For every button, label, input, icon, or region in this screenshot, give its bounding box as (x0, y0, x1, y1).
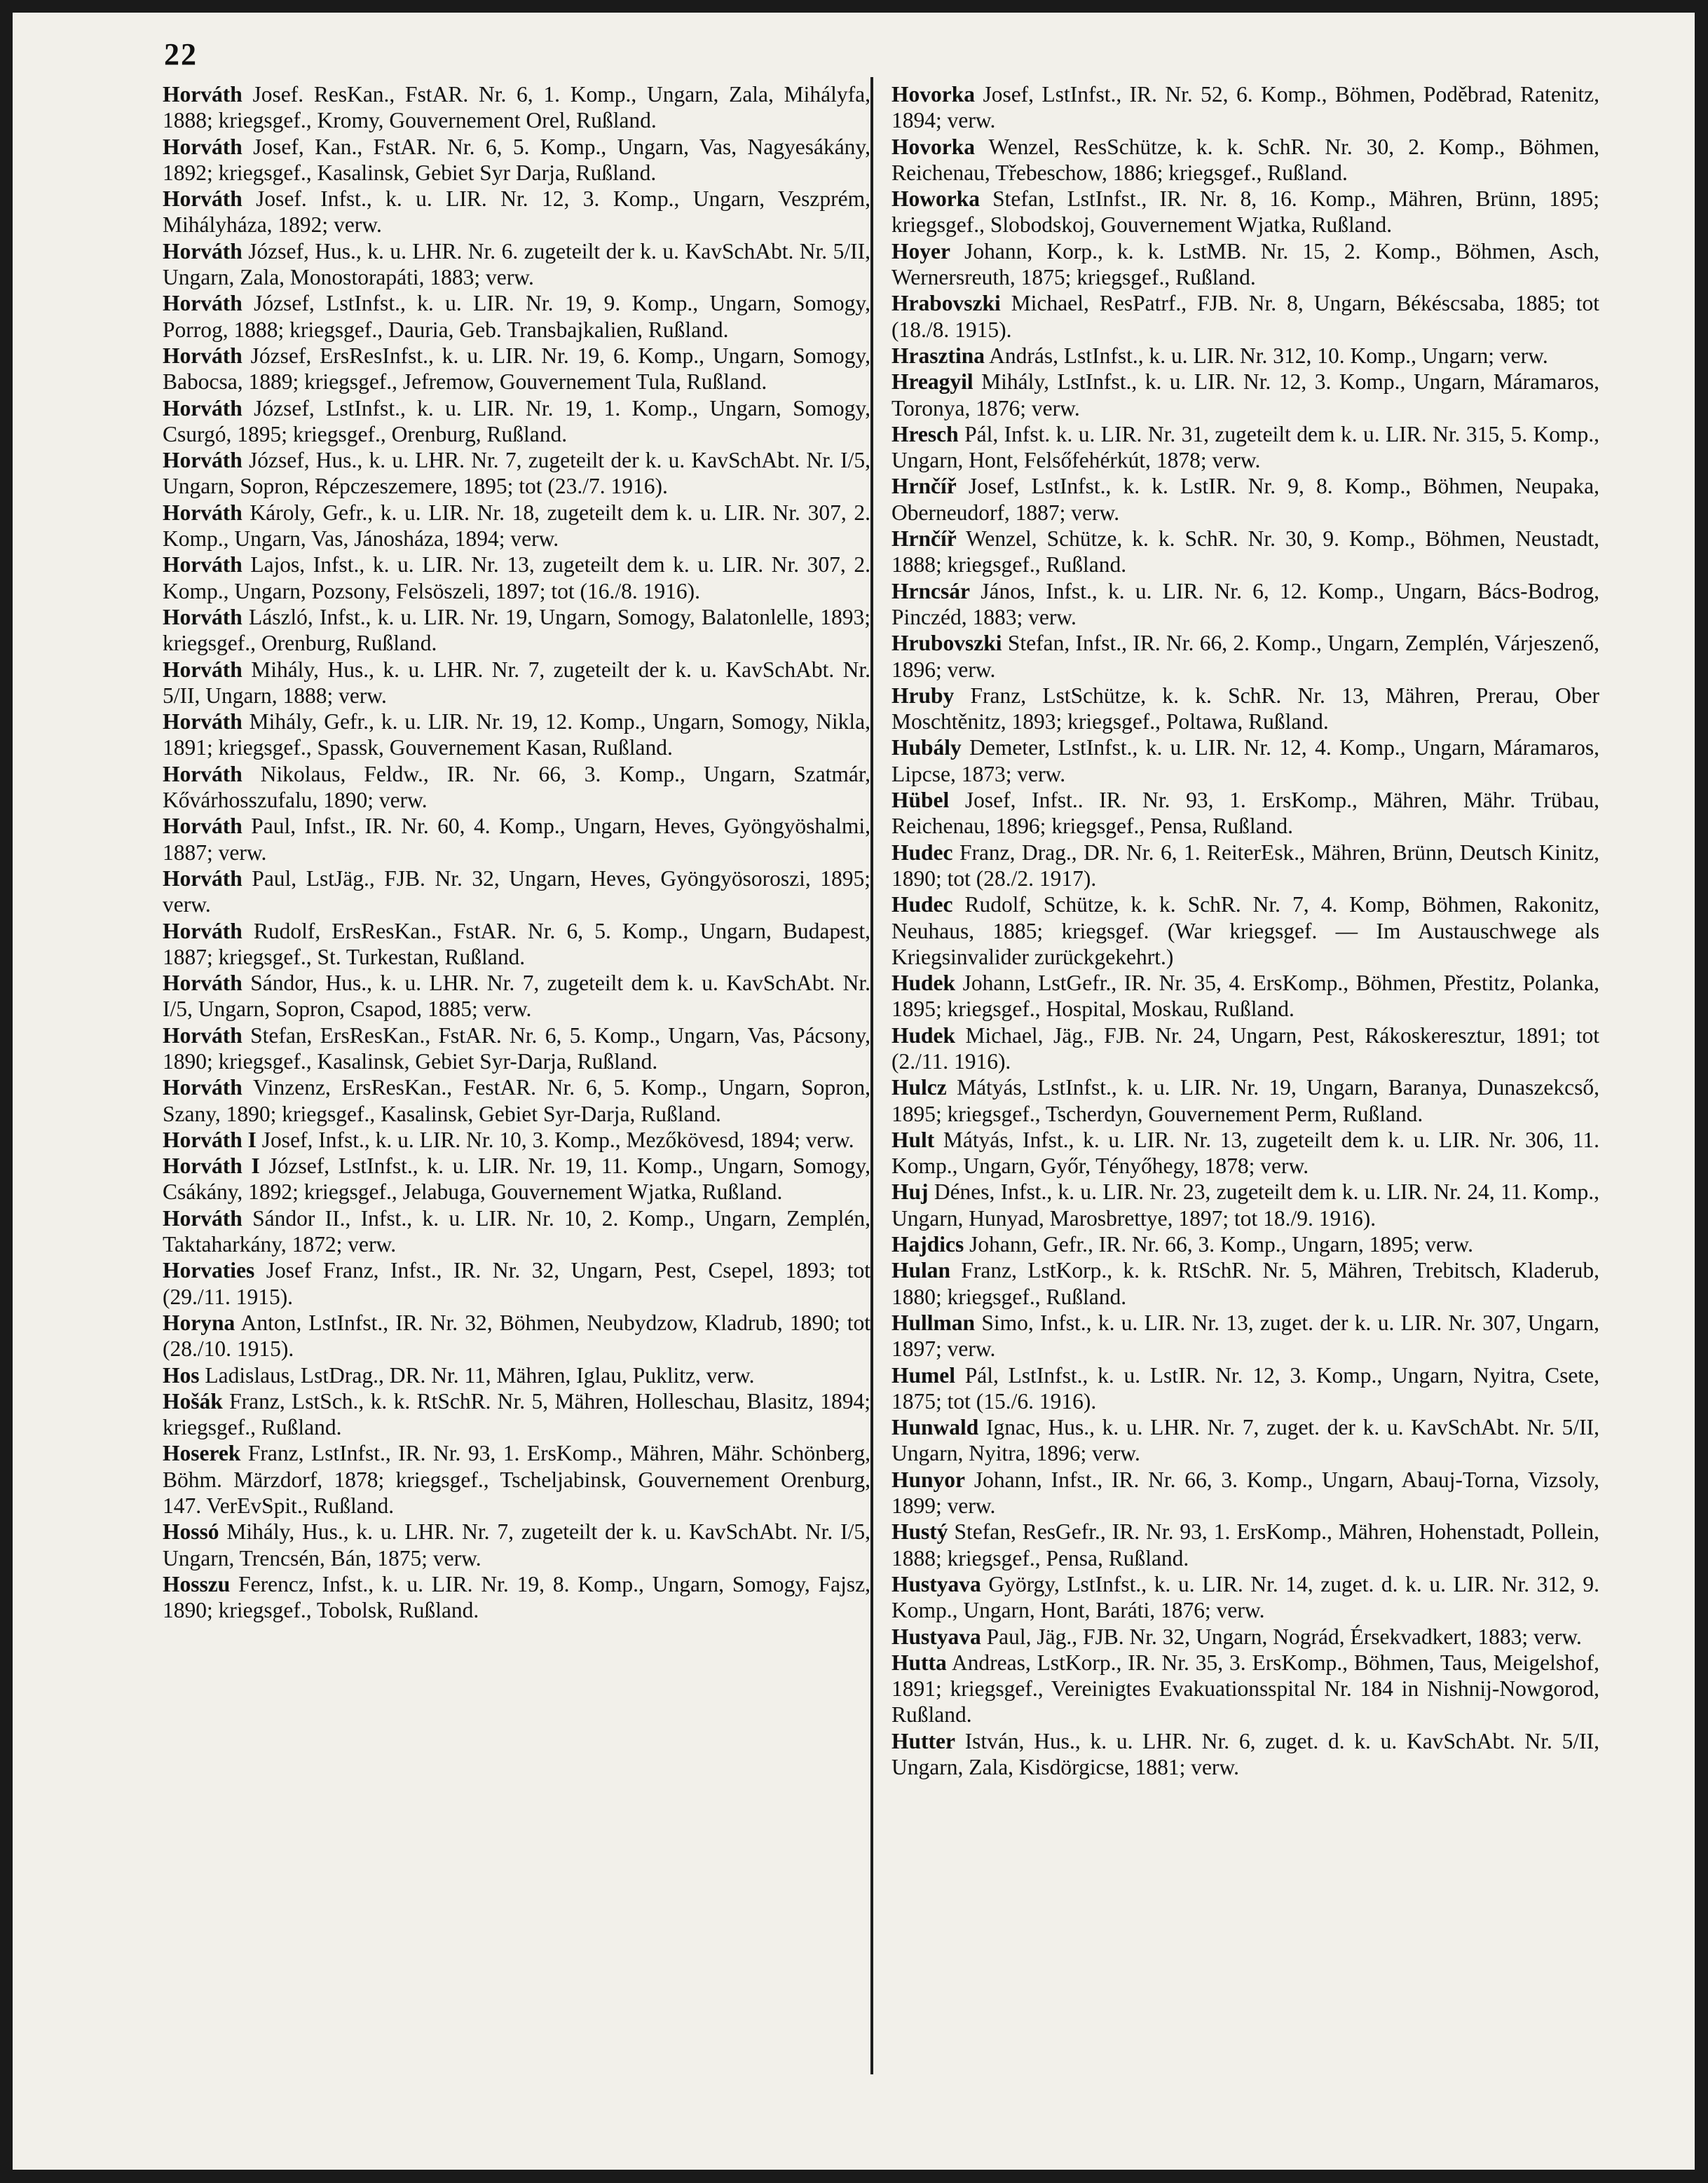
entry-details: Rudolf, Schütze, k. k. SchR. Nr. 7, 4. Komp, Böhmen, Rakonitz, Neuhaus, 1885; kriegsgef. (War kriegsgef. — Im Austauschwege als Kriegsinvalider zurückgekehrt.) (891, 892, 1599, 969)
register-entry (891, 186, 1599, 238)
register-entry (891, 473, 1599, 526)
entry-surname: Hunyor (891, 1467, 966, 1492)
entry-surname: Horváth (163, 604, 242, 629)
entry-surname: Horváth I (163, 1127, 257, 1152)
entry-surname: Horváth (163, 1022, 242, 1048)
register-entry (891, 1231, 1599, 1257)
register-entry (163, 447, 870, 500)
register-entry (891, 1650, 1599, 1728)
right-column (891, 81, 1599, 1780)
entry-details: Franz, LstSch., k. k. RtSchR. Nr. 5, Mähren, Holleschau, Blasitz, 1894; kriegsgef., Rußland. (163, 1388, 870, 1440)
register-entry (163, 1022, 870, 1075)
entry-details: Stefan, ResGefr., IR. Nr. 93, 1. ErsKomp., Mähren, Hohenstadt, Pollein, 1888; kriegsgef., Pensa, Rußland. (891, 1519, 1600, 1570)
entry-surname: Hübel (891, 788, 950, 813)
register-entry (891, 1310, 1599, 1362)
entry-details: József, ErsResInfst., k. u. LIR. Nr. 19, 6. Komp., Ungarn, Somogy, Babocsa, 1889; kriegsgef., Jefremow, Gouvernement Tula, Rußland. (163, 343, 871, 395)
entry-details: Mátyás, LstInfst., k. u. LIR. Nr. 19, Ungarn, Baranya, Dunaszekcső, 1895; kriegsgef., Tscherdyn, Gouvernement Perm, Rußland. (891, 1075, 1599, 1126)
register-entry (891, 578, 1599, 631)
entry-surname: Hrnčíř (891, 526, 957, 552)
entry-details: Franz, LstKorp., k. k. RtSchR. Nr. 5, Mähren, Trebitsch, Kladerub, 1880; kriegsgef., Rußland. (891, 1258, 1599, 1309)
entry-details: Paul, Jäg., FJB. Nr. 32, Ungarn, Nográd, Érsekvadkert, 1883; verw. (986, 1624, 1582, 1649)
entry-details: Mihály, Hus., k. u. LHR. Nr. 7, zugeteilt der k. u. KavSchAbt. Nr. 5/II, Ungarn, 1888; verw. (163, 657, 870, 708)
register-entry (163, 500, 870, 552)
register-entry (163, 1257, 870, 1310)
entry-surname: Hrasztina (891, 343, 985, 368)
entry-surname: Hudec (891, 840, 953, 865)
entry-surname: Hoyer (891, 238, 950, 264)
register-entry (163, 186, 870, 238)
entry-surname: Horvaties (163, 1258, 255, 1283)
entry-surname: Hustý (891, 1519, 948, 1545)
entry-details: József, LstInfst., k. u. LIR. Nr. 19, 11. Komp., Ungarn, Somogy, Csákány, 1892; kriegsgef., Jelabuga, Gouvernement Wjatka, Rußland. (163, 1154, 871, 1205)
register-entry (891, 683, 1599, 735)
register-entry (891, 1179, 1599, 1231)
entry-surname: Hrnčíř (891, 474, 957, 499)
entry-surname: Horváth (163, 186, 242, 212)
entry-surname: Horyna (163, 1310, 235, 1335)
entry-surname: Hutter (891, 1728, 955, 1753)
entry-surname: Horváth (163, 657, 242, 682)
register-entry (891, 343, 1599, 369)
entry-surname: Hunwald (891, 1415, 979, 1440)
entry-surname: Horváth (163, 448, 242, 473)
register-entry (163, 1310, 870, 1362)
entry-surname: Horváth (163, 134, 242, 159)
entry-details: Vinzenz, ErsResKan., FestAR. Nr. 6, 5. Komp., Ungarn, Sopron, Szany, 1890; kriegsgef., Kasalinsk, Gebiet Syr-Darja, Rußland. (163, 1075, 870, 1126)
entry-surname: Hulan (891, 1258, 951, 1283)
entry-surname: Hossó (163, 1519, 219, 1545)
entry-details: Paul, Infst., IR. Nr. 60, 4. Komp., Ungarn, Heves, Gyöngyöshalmi, 1887; verw. (163, 814, 870, 865)
entry-details: Michael, Jäg., FJB. Nr. 24, Ungarn, Pest, Rákoskeresztur, 1891; tot (2./11. 1916). (891, 1022, 1600, 1074)
entry-details: Stefan, Infst., IR. Nr. 66, 2. Komp., Ungarn, Zemplén, Várjeszenő, 1896; verw. (891, 631, 1599, 682)
entry-details: Károly, Gefr., k. u. LIR. Nr. 18, zugeteilt dem k. u. LIR. Nr. 307, 2. Komp., Ungarn, Vas, Jánosháza, 1894; verw. (163, 500, 871, 552)
register-entry (891, 734, 1599, 787)
entry-details: Mihály, Gefr., k. u. LIR. Nr. 19, 12. Komp., Ungarn, Somogy, Nikla, 1891; kriegsgef., Spassk, Gouvernement Kasan, Rußland. (163, 709, 871, 760)
entry-surname: Hreagyil (891, 369, 973, 395)
entry-details: Mihály, Hus., k. u. LHR. Nr. 7, zugeteilt der k. u. KavSchAbt. Nr. I/5, Ungarn, Trencsén, Bán, 1875; verw. (163, 1519, 870, 1570)
entry-details: Ferencz, Infst., k. u. LIR. Nr. 19, 8. Komp., Ungarn, Somogy, Fajsz, 1890; kriegsgef., Tobolsk, Rußland. (163, 1571, 871, 1623)
entry-details: Johann, Infst., IR. Nr. 66, 3. Komp., Ungarn, Abauj-Torna, Vizsoly, 1899; verw. (891, 1467, 1599, 1519)
entry-details: Mátyás, Infst., k. u. LIR. Nr. 13, zugeteilt dem k. u. LIR. Nr. 306, 11. Komp., Ungarn, Győr, Tényőhegy, 1878; verw. (891, 1127, 1600, 1179)
entry-details: Franz, Drag., DR. Nr. 6, 1. ReiterEsk., Mähren, Brünn, Deutsch Kinitz, 1890; tot (28./2. 1917). (891, 840, 1599, 891)
entry-details: Wenzel, Schütze, k. k. SchR. Nr. 30, 9. Komp., Böhmen, Neustadt, 1888; kriegsgef., Rußland. (891, 526, 1599, 577)
entry-details: Pál, Infst. k. u. LIR. Nr. 31, zugeteilt dem k. u. LIR. Nr. 315, 5. Komp., Ungarn, Hont, Felsőfehérkút, 1878; verw. (891, 421, 1599, 473)
entry-details: Paul, LstJäg., FJB. Nr. 32, Ungarn, Heves, Gyöngyösoroszi, 1895; verw. (163, 865, 870, 917)
entry-surname: Horváth (163, 82, 242, 107)
entry-details: József, LstInfst., k. u. LIR. Nr. 19, 9. Komp., Ungarn, Somogy, Porrog, 1888; kriegsgef., Dauria, Geb. Transbajkalien, Rußland. (163, 291, 871, 342)
entry-details: Simo, Infst., k. u. LIR. Nr. 13, zuget. der k. u. LIR. Nr. 307, Ungarn, 1897; verw. (891, 1310, 1599, 1362)
entry-details: Demeter, LstInfst., k. u. LIR. Nr. 12, 4. Komp., Ungarn, Máramaros, Lipcse, 1873; verw. (891, 735, 1600, 786)
register-entry (891, 630, 1599, 683)
entry-surname: Hajdics (891, 1232, 964, 1257)
entry-surname: Hovorka (891, 134, 976, 159)
register-entry (891, 891, 1599, 970)
register-entry (163, 1153, 870, 1205)
entry-surname: Hullman (891, 1310, 976, 1335)
entry-details: József, Hus., k. u. LHR. Nr. 7, zugeteilt der k. u. KavSchAbt. Nr. I/5, Ungarn, Sopron, Répczeszemere, 1895; tot (23./7. 1916). (163, 448, 870, 499)
register-entry (163, 918, 870, 971)
entry-details: János, Infst., k. u. LIR. Nr. 6, 12. Komp., Ungarn, Bács-Bodrog, Pinczéd, 1883; verw. (891, 578, 1600, 629)
entry-details: Josef, LstInfst., k. k. LstIR. Nr. 9, 8. Komp., Böhmen, Neupaka, Oberneudorf, 1887; verw. (891, 474, 1600, 525)
register-entry (891, 840, 1599, 892)
entry-surname: Horváth I (163, 1154, 260, 1179)
entry-surname: Horváth (163, 552, 242, 577)
register-entry (891, 81, 1599, 134)
entry-surname: Hudek (891, 971, 956, 996)
register-entry (891, 1519, 1599, 1571)
entry-details: Stefan, ErsResKan., FstAR. Nr. 6, 5. Komp., Ungarn, Vas, Pácsony, 1890; kriegsgef., Kasalinsk, Gebiet Syr-Darja, Rußland. (163, 1022, 871, 1074)
entry-surname: Horváth (163, 709, 242, 734)
register-entry (163, 813, 870, 865)
entry-details: Wenzel, ResSchütze, k. k. SchR. Nr. 30, 2. Komp., Böhmen, Reichenau, Třebeschow, 1886; kriegsgef., Rußland. (891, 134, 1599, 185)
register-entry (891, 1257, 1599, 1310)
register-entry (163, 1127, 870, 1153)
entry-details: Dénes, Infst., k. u. LIR. Nr. 23, zugeteilt dem k. u. LIR. Nr. 24, 11. Komp., Ungarn, Hunyad, Marosbrettye, 1897; tot 18./9. 1916). (891, 1179, 1600, 1231)
register-entry (163, 395, 870, 448)
entry-surname: Hresch (891, 421, 959, 446)
entry-details: Josef Franz, Infst., IR. Nr. 32, Ungarn, Pest, Csepel, 1893; tot (29./11. 1915). (163, 1258, 870, 1309)
left-column (163, 81, 870, 1624)
register-entry (163, 761, 870, 814)
entry-surname: Hutta (891, 1650, 947, 1675)
entry-details: Anton, LstInfst., IR. Nr. 32, Böhmen, Neubydzow, Kladrub, 1890; tot (28./10. 1915). (163, 1310, 871, 1362)
document-page (13, 13, 1695, 2170)
entry-details: Ladislaus, LstDrag., DR. Nr. 11, Mähren, Iglau, Puklitz, verw. (205, 1362, 755, 1388)
register-entry (163, 238, 870, 291)
register-entry (163, 970, 870, 1022)
entry-details: Johann, LstGefr., IR. Nr. 35, 4. ErsKomp., Böhmen, Přestitz, Polanka, 1895; kriegsgef., Hospital, Moskau, Rußland. (891, 971, 1599, 1022)
entry-details: Nikolaus, Feldw., IR. Nr. 66, 3. Komp., Ungarn, Szatmár, Kővárhosszufalu, 1890; verw. (163, 761, 871, 813)
register-entry (163, 1388, 870, 1441)
column-divider (870, 77, 873, 2074)
register-entry (163, 1519, 870, 1571)
register-entry (891, 369, 1599, 421)
entry-surname: Hošák (163, 1388, 223, 1414)
entry-details: Mihály, LstInfst., k. u. LIR. Nr. 12, 3. Komp., Ungarn, Máramaros, Toronya, 1876; verw. (891, 369, 1600, 420)
entry-details: Lajos, Infst., k. u. LIR. Nr. 13, zugeteilt dem k. u. LIR. Nr. 307, 2. Komp., Ungarn, Pozsony, Felsöszeli, 1897; tot (16./8. 1916). (163, 552, 871, 603)
entry-surname: Horváth (163, 971, 242, 996)
register-entry (891, 1074, 1599, 1127)
register-entry (163, 1362, 870, 1388)
register-entry (163, 552, 870, 604)
entry-details: Andreas, LstKorp., IR. Nr. 35, 3. ErsKomp., Böhmen, Taus, Meigelshof, 1891; kriegsgef., Vereinigtes Evakuationsspital Nr. 184 in Nishnij-Nowgorod, Rußland. (891, 1650, 1599, 1727)
entry-surname: Horváth (163, 395, 242, 420)
entry-surname: Hrabovszki (891, 291, 1001, 316)
register-entry (891, 970, 1599, 1022)
entry-details: Josef, LstInfst., IR. Nr. 52, 6. Komp., Böhmen, Poděbrad, Ratenitz, 1894; verw. (891, 82, 1600, 133)
register-entry (891, 290, 1599, 343)
register-entry (891, 1624, 1599, 1650)
entry-surname: Hrubovszki (891, 631, 1002, 656)
entry-surname: Hos (163, 1362, 200, 1388)
register-entry (891, 1414, 1599, 1467)
register-entry (891, 1362, 1599, 1415)
register-entry (163, 657, 870, 709)
entry-details: Sándor II., Infst., k. u. LIR. Nr. 10, 2. Komp., Ungarn, Zemplén, Taktaharkány, 1872; verw. (163, 1205, 870, 1257)
register-entry (891, 1127, 1599, 1179)
entry-surname: Hustyava (891, 1624, 981, 1649)
register-entry (891, 134, 1599, 186)
entry-details: József, LstInfst., k. u. LIR. Nr. 19, 1. Komp., Ungarn, Somogy, Csurgó, 1895; kriegsgef., Orenburg, Rußland. (163, 395, 871, 446)
register-entry (163, 1205, 870, 1258)
entry-surname: Hruby (891, 683, 955, 708)
entry-surname: Hubály (891, 735, 962, 760)
entry-details: György, LstInfst., k. u. LIR. Nr. 14, zuget. d. k. u. LIR. Nr. 312, 9. Komp., Ungarn, Hont, Baráti, 1876; verw. (891, 1571, 1600, 1623)
entry-details: Michael, ResPatrf., FJB. Nr. 8, Ungarn, Békéscsaba, 1885; tot (18./8. 1915). (891, 291, 1599, 342)
entry-surname: Horváth (163, 918, 242, 943)
entry-details: András, LstInfst., k. u. LIR. Nr. 312, 10. Komp., Ungarn; verw. (989, 343, 1548, 368)
register-entry (163, 81, 870, 134)
register-entry (163, 604, 870, 657)
register-entry (891, 1571, 1599, 1624)
register-entry (163, 1571, 870, 1624)
entry-surname: Horváth (163, 761, 242, 786)
entry-details: Josef. Infst., k. u. LIR. Nr. 12, 3. Komp., Ungarn, Veszprém, Mihályháza, 1892; verw. (163, 186, 871, 238)
entry-details: Josef, Infst.. IR. Nr. 93, 1. ErsKomp., Mähren, Mähr. Trübau, Reichenau, 1896; kriegsgef., Pensa, Rußland. (891, 788, 1599, 839)
entry-surname: Horváth (163, 865, 242, 891)
entry-details: Stefan, LstInfst., IR. Nr. 8, 16. Komp., Mähren, Brünn, 1895; kriegsgef., Slobodskoj, Gouvernement Wjatka, Rußland. (891, 186, 1600, 238)
entry-surname: Horváth (163, 291, 242, 316)
entry-details: Pál, LstInfst., k. u. LstIR. Nr. 12, 3. Komp., Ungarn, Nyitra, Csete, 1875; tot (15./6. 1916). (891, 1362, 1600, 1414)
entry-details: Johann, Gefr., IR. Nr. 66, 3. Komp., Ungarn, 1895; verw. (969, 1232, 1473, 1257)
entry-details: Josef. ResKan., FstAR. Nr. 6, 1. Komp., Ungarn, Zala, Mihályfa, 1888; kriegsgef., Kromy, Gouvernement Orel, Rußland. (163, 82, 870, 133)
entry-details: László, Infst., k. u. LIR. Nr. 19, Ungarn, Somogy, Balatonlelle, 1893; kriegsgef., Orenburg, Rußland. (163, 604, 871, 656)
register-entry (891, 787, 1599, 840)
entry-surname: Horváth (163, 343, 242, 368)
entry-surname: Huj (891, 1179, 929, 1205)
entry-surname: Horváth (163, 1075, 242, 1100)
entry-surname: Hrncsár (891, 578, 970, 603)
entry-details: István, Hus., k. u. LHR. Nr. 6, zuget. d. k. u. KavSchAbt. Nr. 5/II, Ungarn, Zala, Kisdörgicse, 1881; verw. (891, 1728, 1599, 1779)
entry-surname: Hulcz (891, 1075, 947, 1100)
entry-surname: Hosszu (163, 1571, 231, 1596)
entry-details: Josef, Kan., FstAR. Nr. 6, 5. Komp., Ungarn, Vas, Nagyesákány, 1892; kriegsgef., Kasalinsk, Gebiet Syr Darja, Rußland. (163, 134, 871, 185)
entry-details: József, Hus., k. u. LHR. Nr. 6. zugeteilt der k. u. KavSchAbt. Nr. 5/II, Ungarn, Zala, Monostorapáti, 1883; verw. (163, 238, 871, 290)
register-entry (891, 1728, 1599, 1781)
register-entry (163, 1440, 870, 1519)
entry-details: Ignac, Hus., k. u. LHR. Nr. 7, zuget. der k. u. KavSchAbt. Nr. 5/II, Ungarn, Nyitra, 1896; verw. (891, 1415, 1600, 1466)
entry-surname: Humel (891, 1362, 955, 1388)
entry-surname: Hudec (891, 892, 953, 917)
entry-surname: Horváth (163, 1205, 242, 1231)
entry-details: Josef, Infst., k. u. LIR. Nr. 10, 3. Komp., Mezőkövesd, 1894; verw. (261, 1127, 854, 1152)
register-entry (163, 343, 870, 395)
register-entry (891, 421, 1599, 474)
entry-surname: Hult (891, 1127, 935, 1152)
entry-details: Sándor, Hus., k. u. LHR. Nr. 7, zugeteilt dem k. u. KavSchAbt. Nr. I/5, Ungarn, Sopron, Csapod, 1885; verw. (163, 971, 870, 1022)
page-number: 22 (164, 37, 198, 71)
entry-surname: Hoserek (163, 1441, 241, 1466)
register-entry (163, 290, 870, 343)
entry-surname: Hudek (891, 1022, 956, 1048)
register-entry (891, 1467, 1599, 1519)
register-entry (891, 526, 1599, 578)
entry-details: Franz, LstSchütze, k. k. SchR. Nr. 13, Mähren, Prerau, Ober Moschtěnitz, 1893; kriegsgef., Poltawa, Rußland. (891, 683, 1600, 734)
entry-surname: Horváth (163, 238, 242, 264)
entry-surname: Horváth (163, 814, 242, 839)
entry-surname: Hovorka (891, 82, 976, 107)
entry-details: Rudolf, ErsResKan., FstAR. Nr. 6, 5. Komp., Ungarn, Budapest, 1887; kriegsgef., St. Turkestan, Rußland. (163, 918, 870, 969)
entry-surname: Horváth (163, 500, 242, 525)
register-entry (891, 1022, 1599, 1075)
register-entry (891, 238, 1599, 291)
entry-surname: Hustyava (891, 1571, 981, 1596)
entry-details: Johann, Korp., k. k. LstMB. Nr. 15, 2. Komp., Böhmen, Asch, Wernersreuth, 1875; kriegsgef., Rußland. (891, 238, 1599, 290)
register-entry (163, 134, 870, 186)
entry-surname: Howorka (891, 186, 980, 212)
entry-details: Franz, LstInfst., IR. Nr. 93, 1. ErsKomp., Mähren, Mähr. Schönberg, Böhm. Märzdorf, 1878; kriegsgef., Tscheljabinsk, Gouvernement Orenburg, 147. VerEvSpit., Rußland. (163, 1441, 870, 1519)
register-entry (163, 1074, 870, 1127)
register-entry (163, 865, 870, 918)
register-entry (163, 709, 870, 761)
